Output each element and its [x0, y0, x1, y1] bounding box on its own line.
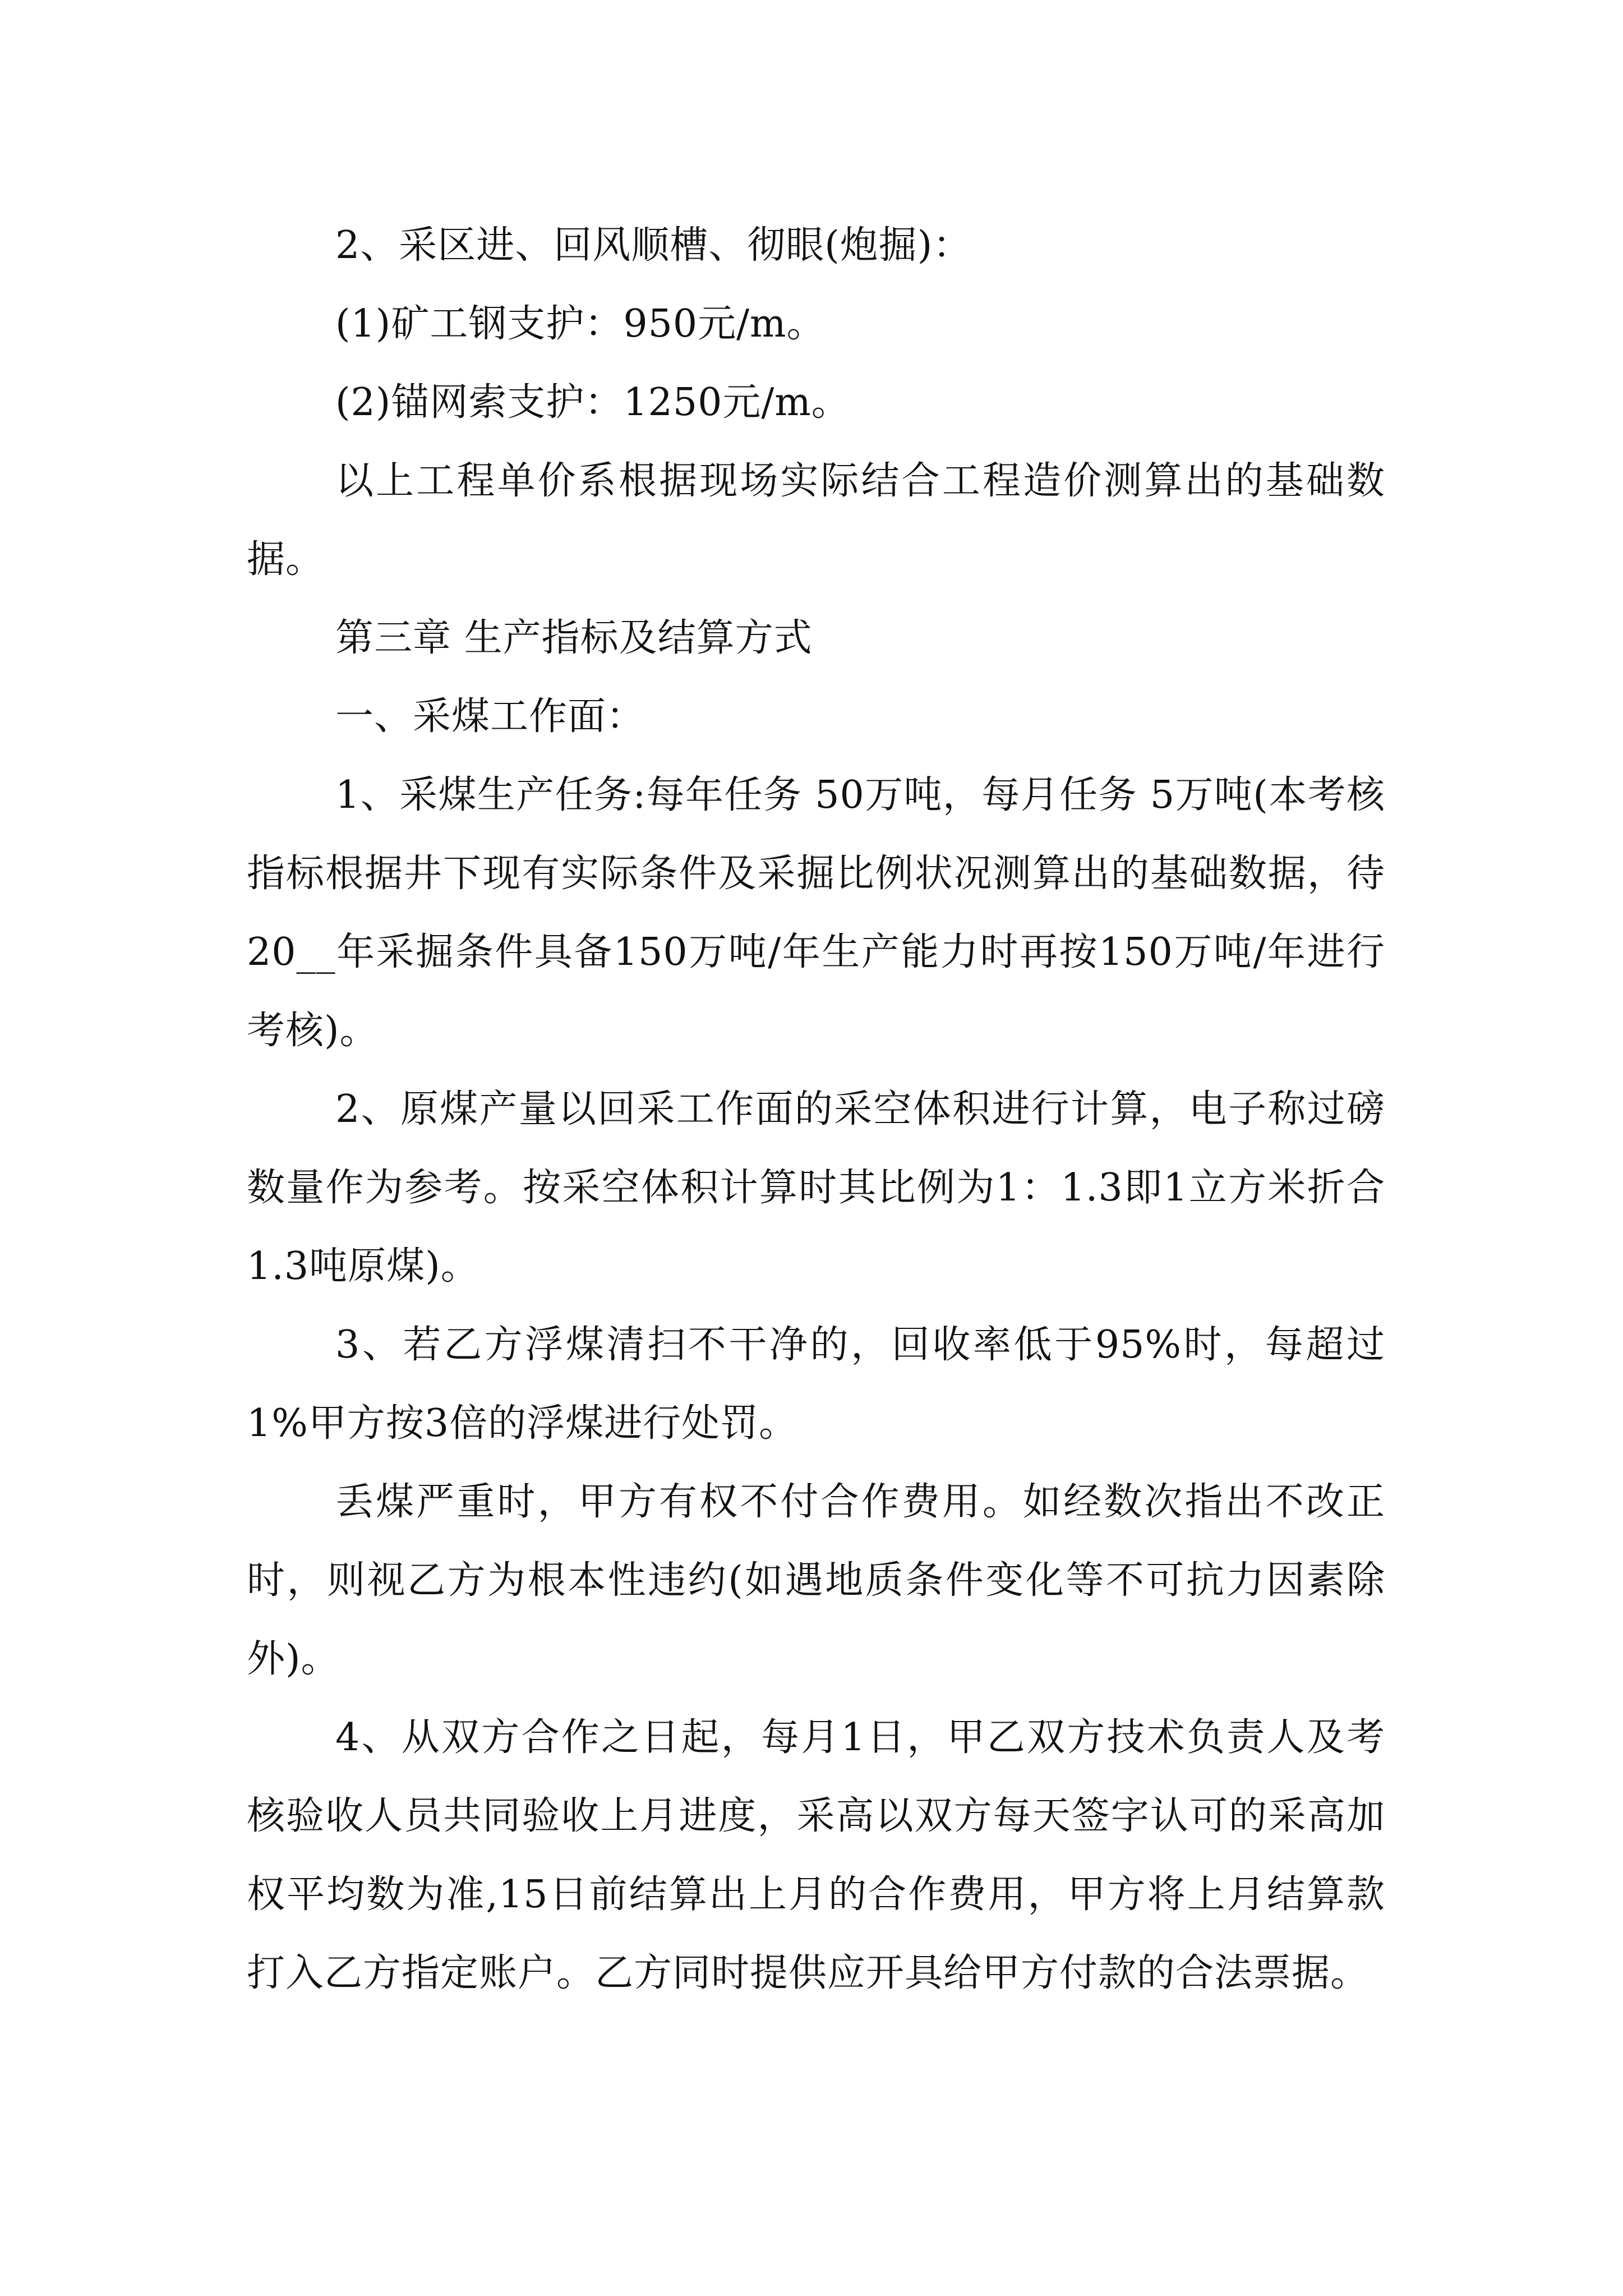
section-heading: 一、采煤工作面： [335, 694, 645, 739]
paragraph-anchor-support: (2)锚网索支护：1250元/m。 [335, 380, 850, 425]
paragraph-raw-coal-output: 2、原煤产量以回采工作面的采空体积进行计算，电子称过磅数量作为参考。按采空体积计算时其比例为1：1.3即1立方米折合1.3吨原煤)。 [247, 1087, 1385, 1289]
paragraph-coal-loss: 丢煤严重时，甲方有权不付合作费用。如经数次指出不改正时，则视乙方为根本性违约(如遇地质条件变化等不可抗力因素除外)。 [247, 1480, 1385, 1681]
document-body [247, 206, 1385, 2013]
paragraph-production-task: 1、采煤生产任务:每年任务 50万吨，每月任务 5万吨(本考核指标根据井下现有实际条件及采掘比例状况测算出的基础数据，待20__年采掘条件具备150万吨/年生产能力时再按150万吨/年进行考核)。 [247, 773, 1385, 1053]
paragraph-float-coal: 3、若乙方浮煤清扫不干净的，回收率低于95%时，每超过1%甲方按3倍的浮煤进行处罚。 [247, 1323, 1385, 1446]
paragraph-settlement: 4、从双方合作之日起，每月1日，甲乙双方技术负责人及考核验收人员共同验收上月进度，采高以双方每天签字认可的采高加权平均数为准,15日前结算出上月的合作费用，甲方将上月结算款打入乙方指定账户。乙方同时提供应开具给甲方付款的合法票据。 [247, 1715, 1385, 1995]
paragraph-tunnel-heading: 2、采区进、回风顺槽、彻眼(炮掘)： [335, 223, 972, 268]
paragraph-steel-support: (1)矿工钢支护：950元/m。 [335, 302, 826, 346]
chapter-heading: 第三章 生产指标及结算方式 [335, 616, 813, 660]
paragraph-price-basis: 以上工程单价系根据现场实际结合工程造价测算出的基础数据。 [247, 459, 1385, 582]
